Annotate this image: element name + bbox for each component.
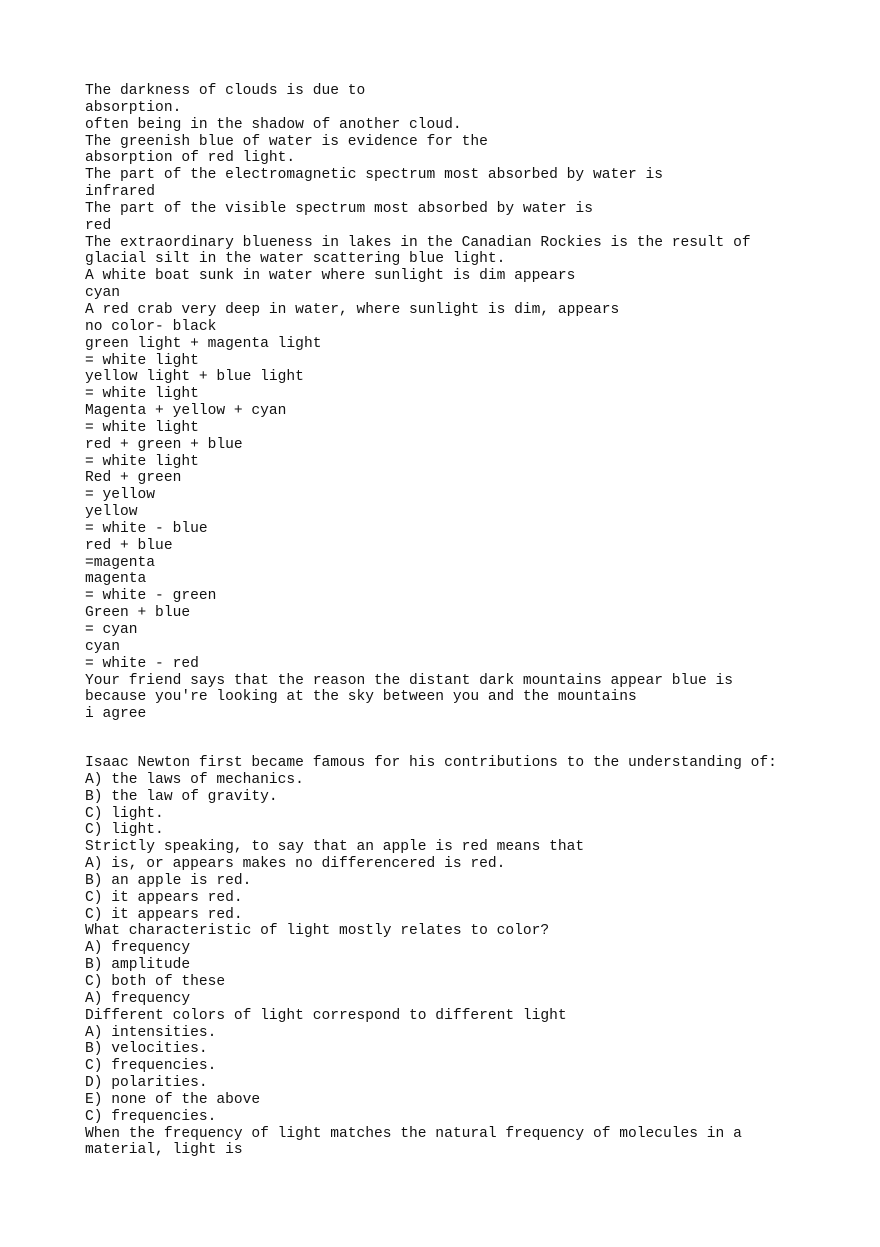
text-line: = white - green xyxy=(85,588,217,605)
text-line: =magenta xyxy=(85,554,156,571)
text-line: A) the laws of mechanics. xyxy=(85,771,304,788)
text-line: A) is, or appears makes no differencered is red. xyxy=(85,856,506,873)
text-line: Different colors of light correspond to different light xyxy=(85,1007,567,1024)
text-line: Your friend says that the reason the distant dark mountains appear blue is xyxy=(85,672,734,689)
text-line: The darkness of clouds is due to xyxy=(85,83,366,99)
text-line: = yellow xyxy=(85,487,156,504)
text-line: What characteristic of light mostly relates to color? xyxy=(85,923,550,940)
notes-section xyxy=(85,83,751,723)
text-line: i agree xyxy=(85,706,147,723)
text-line: often being in the shadow of another cloud. xyxy=(85,116,462,133)
quiz-section xyxy=(85,755,777,1159)
text-line: = white - red xyxy=(85,655,199,672)
text-line: = white - blue xyxy=(85,520,208,537)
text-line: C) frequencies. xyxy=(85,1108,217,1125)
text-line: = white light xyxy=(85,386,199,403)
text-line: red + blue xyxy=(85,537,173,554)
text-line: B) velocities. xyxy=(85,1041,208,1058)
text-line: = white light xyxy=(85,453,199,470)
text-line: Magenta + yellow + cyan xyxy=(85,403,287,420)
text-line: Red + green xyxy=(85,470,182,487)
text-line: red + green + blue xyxy=(85,436,243,453)
text-line: yellow xyxy=(85,504,138,521)
text-line: = cyan xyxy=(85,622,138,638)
text-line: A) intensities. xyxy=(85,1024,217,1041)
text-line: The part of the electromagnetic spectrum most absorbed by water is xyxy=(85,167,664,184)
text-line: material, light is xyxy=(85,1142,243,1159)
text-line: A white boat sunk in water where sunlight is dim appears xyxy=(85,268,576,285)
text-line: E) none of the above xyxy=(85,1091,261,1108)
text-line: cyan xyxy=(85,285,121,302)
text-line: B) the law of gravity. xyxy=(85,788,278,805)
text-line: no color- black xyxy=(85,318,217,335)
text-line: A) frequency xyxy=(85,940,191,957)
text-line: A red crab very deep in water, where sunlight is dim, appears xyxy=(85,301,620,318)
text-line: C) it appears red. xyxy=(85,889,243,906)
text-line: A) frequency xyxy=(85,990,191,1007)
text-line: Green + blue xyxy=(85,605,191,622)
text-line: = white light xyxy=(85,419,199,436)
text-line: C) light. xyxy=(85,822,164,839)
text-line: infrared xyxy=(85,184,156,201)
text-line: green light + magenta light xyxy=(85,335,322,352)
text-line: C) frequencies. xyxy=(85,1058,217,1075)
text-line: Strictly speaking, to say that an apple is red means that xyxy=(85,839,585,856)
text-line: B) an apple is red. xyxy=(85,872,252,889)
text-line: The extraordinary blueness in lakes in the Canadian Rockies is the result of xyxy=(85,234,751,251)
text-line: = white light xyxy=(85,352,199,369)
text-line: absorption of red light. xyxy=(85,150,296,167)
text-line: C) it appears red. xyxy=(85,906,243,923)
text-line: When the frequency of light matches the natural frequency of molecules in a xyxy=(85,1125,742,1142)
text-line: Isaac Newton first became famous for his contributions to the understanding of: xyxy=(85,755,777,771)
text-line: because you're looking at the sky between you and the mountains xyxy=(85,689,637,706)
text-line: B) amplitude xyxy=(85,957,191,974)
text-line: C) both of these xyxy=(85,973,226,990)
text-line: glacial silt in the water scattering blue light. xyxy=(85,251,506,268)
text-line: The greenish blue of water is evidence for the xyxy=(85,133,488,150)
text-line: yellow light + blue light xyxy=(85,369,304,386)
text-line: C) light. xyxy=(85,805,164,822)
text-line: The part of the visible spectrum most absorbed by water is xyxy=(85,200,593,217)
text-line: D) polarities. xyxy=(85,1075,208,1092)
text-line: absorption. xyxy=(85,99,182,116)
text-line: red xyxy=(85,217,112,234)
text-line: cyan xyxy=(85,638,121,655)
text-line: magenta xyxy=(85,571,147,588)
